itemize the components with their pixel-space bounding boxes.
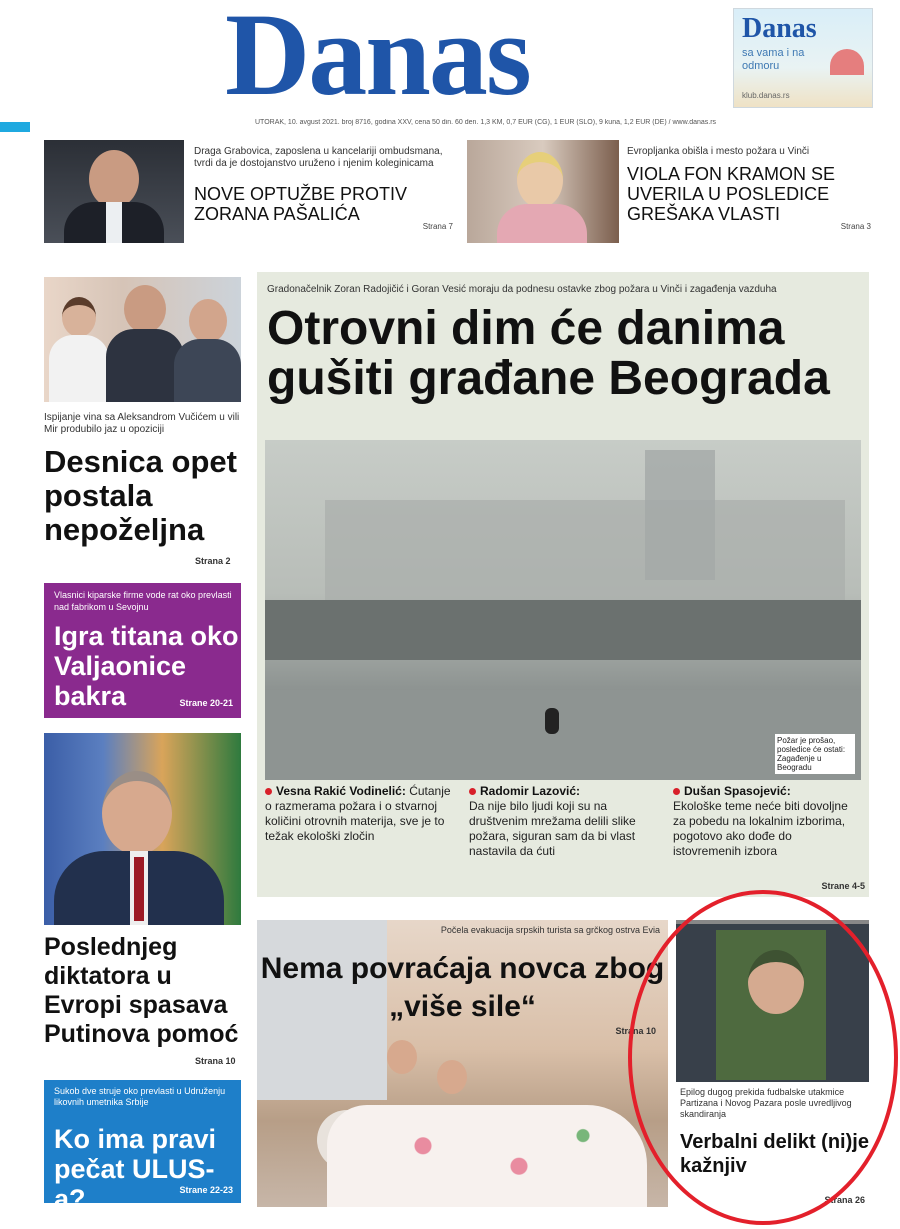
photo-opposition (44, 277, 241, 402)
flower-blanket (327, 1105, 647, 1207)
bullet-icon (265, 788, 272, 795)
accent-bar (0, 122, 30, 132)
story-headline-desnica[interactable]: Desnica opet postala nepoželjna (44, 444, 237, 547)
teaser-headline: NOVE OPTUŽBE PROTIV ZORANA PAŠALIĆA (194, 184, 408, 224)
sport-kicker: Epilog dugog prekida fudbalske utakmice Partizana i Novog Pazara posle uvredljivog skandiranja (680, 1087, 852, 1119)
story-headline: Igra titana oko Valjaonice bakra (54, 621, 239, 711)
red-highlight-circle (628, 890, 898, 1225)
sport-headline: Verbalni delikt (ni)je kažnjiv (680, 1131, 869, 1177)
teaser-kicker: Evropljanka obišla i mesto požara u Vinči (627, 146, 810, 157)
story-page: Strana 10 (195, 1056, 236, 1066)
lead-headline: Otrovni dim će danima gušiti građane Beograda (267, 302, 830, 405)
lead-kicker: Gradonačelnik Zoran Radojičić i Goran Vesić moraju da podnesu ostavke zbog požara u Vinči i zagađenja vazduha (267, 284, 777, 295)
teaser-headline: VIOLA FON KRAMON SE UVERILA U POSLEDICE GREŠAKA VLASTI (627, 164, 836, 224)
evac-headline: Nema povraćaja novca zbog „više sile“ (260, 952, 665, 1023)
story-headline-diktator[interactable]: Poslednjeg diktatora u Evropi spasava Putinova pomoć (44, 933, 239, 1048)
promo-url: klub.danas.rs (742, 91, 790, 100)
dateline: UTORAK, 10. avgust 2021. broj 8716, godina XXV, cena 50 din. 60 den. 1,3 KM, 0,7 EUR (CG), 1 EUR (SLO), 9 kuna, 1,2 EUR (DE) / www.danas.rs (255, 119, 717, 126)
sport-page: Strana 26 (824, 1195, 865, 1205)
story-kicker: Sukob dve struje oko prevlasti u Udruženju likovnih umetnika Srbije (54, 1086, 226, 1107)
teaser-page: Strana 7 (422, 222, 453, 231)
promo-brand: Danas (742, 13, 817, 44)
story-evacuation[interactable] (257, 920, 668, 1207)
evac-kicker: Počela evakuacija srpskih turista sa grčkog ostrva Evia (440, 925, 660, 935)
bullet-icon (469, 788, 476, 795)
photo-caption: Požar je prošao, posledice će ostati: Zagađenje u Beogradu (775, 734, 855, 774)
photo-woman (467, 140, 619, 243)
story-box-valjaonica[interactable] (44, 583, 241, 718)
quote-rakic: Vesna Rakić Vodinelić: Ćutanje o razmerama požara i o stvarnoj količini otrovnih materija, sve je to težak ekološki zločin (265, 784, 451, 843)
masthead-logo: Danas (225, 0, 530, 120)
teaser-kramon[interactable] (467, 140, 871, 243)
story-kicker: Vlasnici kiparske firme vode rat oko prevlasti nad fabrikom u Sevojnu (54, 590, 232, 612)
lead-story[interactable] (257, 272, 869, 897)
teaser-page: Strana 3 (840, 222, 871, 231)
photo-smog-city (265, 440, 861, 780)
lead-page: Strane 4-5 (821, 881, 865, 891)
story-kicker: Ispijanje vina sa Aleksandrom Vučićem u vili Mir produbilo jaz u opoziciji (44, 412, 240, 435)
evac-page: Strana 10 (615, 1026, 656, 1036)
teaser-kicker: Draga Grabovica, zaposlena u kancelariji ombudsmana, tvrdi da je dostojanstvo uruženo i njenim koleginicama (194, 146, 443, 169)
story-page: Strane 20-21 (179, 698, 233, 708)
story-page: Strane 22-23 (179, 1185, 233, 1195)
bullet-icon (673, 788, 680, 795)
quote-lazovic: Radomir Lazović: Da nije bilo ljudi koji su na društvenim mrežama delili slike požara, siguran sam da bi vlast nastavila da ćuti (469, 784, 636, 858)
story-box-ulus[interactable] (44, 1080, 241, 1214)
quote-spasojevic: Dušan Spasojević: Ekološke teme neće biti dovoljne za pobedu na lokalnim izborima, pogotovo ako dođe do istovremenih izbora (673, 784, 848, 858)
story-headline: Ko ima pravi pečat ULUS-a? (54, 1124, 217, 1214)
photo-lukashenko (44, 733, 241, 925)
photo-man-microphone (44, 140, 184, 243)
promo-slogan: sa vama i na odmoru (742, 47, 805, 72)
promo-box[interactable] (733, 8, 873, 108)
teaser-pasalic[interactable] (44, 140, 453, 243)
story-page: Strana 2 (195, 556, 231, 566)
umbrella-icon (830, 49, 864, 75)
